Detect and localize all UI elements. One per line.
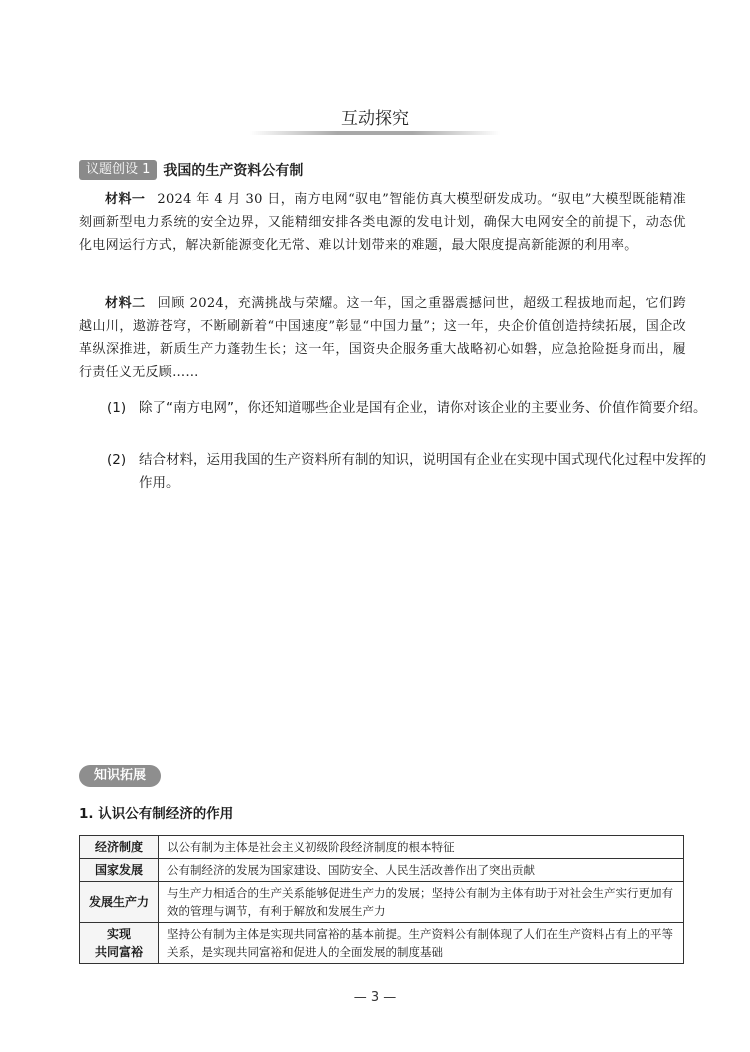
- material-2: [79, 292, 686, 384]
- table-row: [80, 923, 684, 964]
- section-title: 互动探究: [341, 109, 409, 129]
- row-value: 与生产力相适合的生产关系能够促进生产力的发展；坚持公有制为主体有助于对社会生产实行更加有效的管理与调节，有利于解放和发展生产力: [159, 882, 684, 923]
- topic-heading: [79, 160, 303, 180]
- question-number: (2): [107, 452, 127, 468]
- material-1: [79, 188, 686, 257]
- material-text: 回顾 2024，充满挑战与荣耀。这一年，国之重器震撼问世，超级工程拔地而起，它们跨越山川，遨游苍穹，不断刷新着“中国速度”彰显“中国力量”；这一年，央企价值创造持续拓展，国企改革纵深推进，新质生产力蓬勃生长；这一年，国资央企服务重大战略初心如磐，应急抢险挺身而出，履行责任义无反顾……: [79, 296, 686, 380]
- page-number: — 3 —: [353, 990, 397, 1005]
- table-row: [80, 859, 684, 882]
- question-text: 结合材料，运用我国的生产资料所有制的知识，说明国有企业在实现中国式现代化过程中发挥的作用。: [139, 452, 706, 491]
- material-text: 2024 年 4 月 30 日，南方电网“驭电”智能仿真大模型研发成功。“驭电”大模型既能精准刻画新型电力系统的安全边界，又能精细安排各类电源的发电计划，确保大电网安全的前提下，动态优化电网运行方式，解决新能源变化无常、难以计划带来的难题，最大限度提高新能源的利用率。: [79, 192, 686, 253]
- row-value: 公有制经济的发展为国家建设、国防安全、人民生活改善作出了突出贡献: [159, 859, 684, 882]
- knowledge-table: [79, 835, 684, 964]
- row-key: [80, 923, 159, 964]
- row-key: 国家发展: [80, 859, 159, 882]
- question-text: 除了“南方电网”，你还知道哪些企业是国有企业，请你对该企业的主要业务、价值作简要介绍。: [139, 400, 707, 416]
- title-underline: [250, 131, 500, 135]
- topic-title: 我国的生产资料公有制: [163, 163, 304, 179]
- question-2: [107, 449, 719, 495]
- row-key: 经济制度: [80, 836, 159, 859]
- question-1: [107, 397, 719, 420]
- row-key: 发展生产力: [80, 882, 159, 923]
- table-row: [80, 836, 684, 859]
- question-number: (1): [107, 400, 127, 416]
- topic-badge: 议题创设 1: [79, 160, 157, 180]
- material-label: 材料二: [105, 296, 146, 311]
- row-key-line: 实现: [106, 927, 131, 941]
- material-label: 材料一: [105, 192, 146, 207]
- knowledge-badge: 知识拓展: [79, 765, 161, 787]
- row-key-line: 共同富裕: [94, 945, 143, 959]
- knowledge-subtitle: 1. 认识公有制经济的作用: [79, 806, 234, 822]
- row-value: 坚持公有制为主体是实现共同富裕的基本前提。生产资料公有制体现了人们在生产资料占有上的平等关系，是实现共同富裕和促进人的全面发展的制度基础: [159, 923, 684, 964]
- table-row: [80, 882, 684, 923]
- row-value: 以公有制为主体是社会主义初级阶段经济制度的根本特征: [159, 836, 684, 859]
